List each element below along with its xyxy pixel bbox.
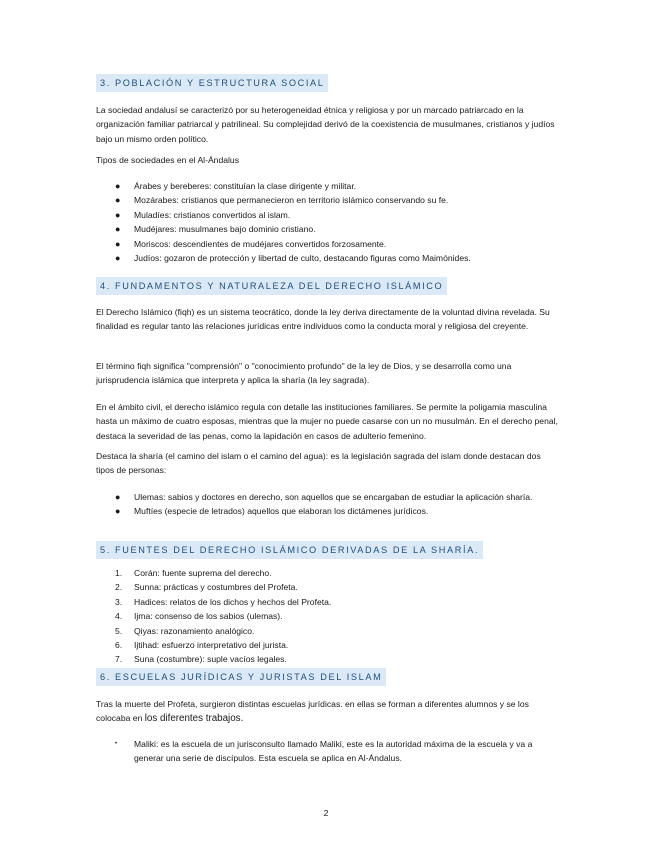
bullet-icon: ● bbox=[115, 253, 121, 264]
list-item: 7. Suna (costumbre): suple vacíos legales. bbox=[115, 654, 287, 665]
list-item: • Maliki: es la escuela de un jurisconsulto llamado Maliki, este es la autoridad máxima de la escuela y va a generar una serie de discípulos. Esta escuela se aplica en Al-Ándalus. bbox=[115, 739, 533, 764]
list-item: ● Moriscos: descendientes de mudéjares convertidos forzosamente. bbox=[96, 237, 558, 251]
list-item: 4. Ijma: consenso de los sabios (ulemas). bbox=[115, 611, 283, 622]
bullet-icon: ● bbox=[115, 209, 121, 220]
section-4-paragraph-1: El Derecho Islámico (fiqh) es un sistema teocrático, donde la ley deriva directamente de la voluntad divina revelada. Su finalidad es regular tanto las relaciones jurídicas entre individuos como la conducta moral y religiosa del creyente. bbox=[96, 307, 550, 332]
section-3-list bbox=[96, 179, 558, 265]
list-item: 3. Hadices: relatos de los dichos y hechos del Profeta. bbox=[115, 596, 332, 607]
list-item: ● Mudéjares: musulmanes bajo dominio cristiano. bbox=[96, 222, 558, 236]
list-item: ● Árabes y bereberes: constituían la clase dirigente y militar. bbox=[96, 179, 558, 193]
section-3-heading: 3. POBLACIÓN Y ESTRUCTURA SOCIAL bbox=[96, 74, 328, 92]
bullet-icon: • bbox=[115, 741, 118, 747]
list-item: 5. Qiyas: razonamiento analógico. bbox=[115, 625, 255, 636]
section-3-paragraph-1: La sociedad andalusí se caracterizó por su heterogeneidad étnica y religiosa y por un marcado patriarcado en la organización familiar patriarcal y patrilineal. Su complejidad derivó de la coexistencia de musulmanes, cristianos y judíos bajo un mismo orden político. bbox=[96, 105, 555, 144]
list-item: 2. Sunna: prácticas y costumbres del Profeta. bbox=[115, 582, 298, 593]
section-5-heading: 5. FUENTES DEL DERECHO ISLÁMICO DERIVADAS DE LA SHARÍA. bbox=[96, 541, 483, 559]
list-item: ● Muladíes: cristianos convertidos al islam. bbox=[96, 208, 558, 222]
list-item: ● Ulemas: sabios y doctores en derecho, son aquellos que se encargaban de estudiar la aplicación sharía. bbox=[96, 490, 558, 504]
section-4-list bbox=[96, 490, 558, 519]
section-4-paragraph-4: Destaca la sharía (el camino del islam o el camino del agua): es la legislación sagrada del islam donde destacan dos tipos de personas: bbox=[96, 451, 541, 476]
section-6-heading: 6. ESCUELAS JURÍDICAS Y JURISTAS DEL ISLAM bbox=[96, 668, 386, 686]
list-item: 1. Corán: fuente suprema del derecho. bbox=[115, 568, 272, 578]
section-6-list bbox=[96, 737, 558, 766]
bullet-icon: ● bbox=[115, 506, 121, 517]
bullet-icon: ● bbox=[115, 224, 121, 235]
bullet-icon: ● bbox=[115, 492, 121, 502]
section-5-list bbox=[96, 566, 558, 667]
bullet-icon: ● bbox=[115, 195, 121, 206]
page-number: 2 bbox=[323, 808, 329, 818]
section-4-heading: 4. FUNDAMENTOS Y NATURALEZA DEL DERECHO ISLÁMICO bbox=[96, 277, 447, 295]
bullet-icon: ● bbox=[115, 181, 121, 191]
section-6-paragraph-1: Tras la muerte del Profeta, surgieron distintas escuelas jurídicas. en ellas se forman a diferentes alumnos y se los colocaba en los diferentes trabajos. bbox=[96, 699, 529, 725]
list-item: ● Judíos: gozaron de protección y libertad de culto, destacando figuras como Maimónides. bbox=[96, 251, 558, 265]
list-item: ● Muftíes (especie de letrados) aquellos que elaboran los dictámenes jurídicos. bbox=[96, 504, 558, 518]
bullet-icon: ● bbox=[115, 238, 121, 249]
section-3-paragraph-2: Tipos de sociedades en el Al-Ándalus bbox=[96, 155, 240, 165]
list-item: ● Mozárabes: cristianos que permanecieron en territorio islámico conservando su fe. bbox=[96, 193, 558, 207]
section-4-paragraph-3: En el ámbito civil, el derecho islámico regula con detalle las instituciones familiares. Se permite la poligamia masculina hasta un máximo de cuatro esposas, mientras que la mujer no puede casarse con un no musulmán. En el derecho penal, destaca la severidad de las penas, como la lapidación en casos de adulterio femenino. bbox=[96, 402, 558, 441]
list-item: 6. Ijtihad: esfuerzo interpretativo del jurista. bbox=[115, 640, 289, 651]
section-4-paragraph-2: El término fiqh significa "comprensión" o "conocimiento profundo" de la ley de Dios, y se desarrolla como una jurisprudencia islámica que interpreta y aplica la sharía (la ley sagrada). bbox=[96, 361, 512, 386]
